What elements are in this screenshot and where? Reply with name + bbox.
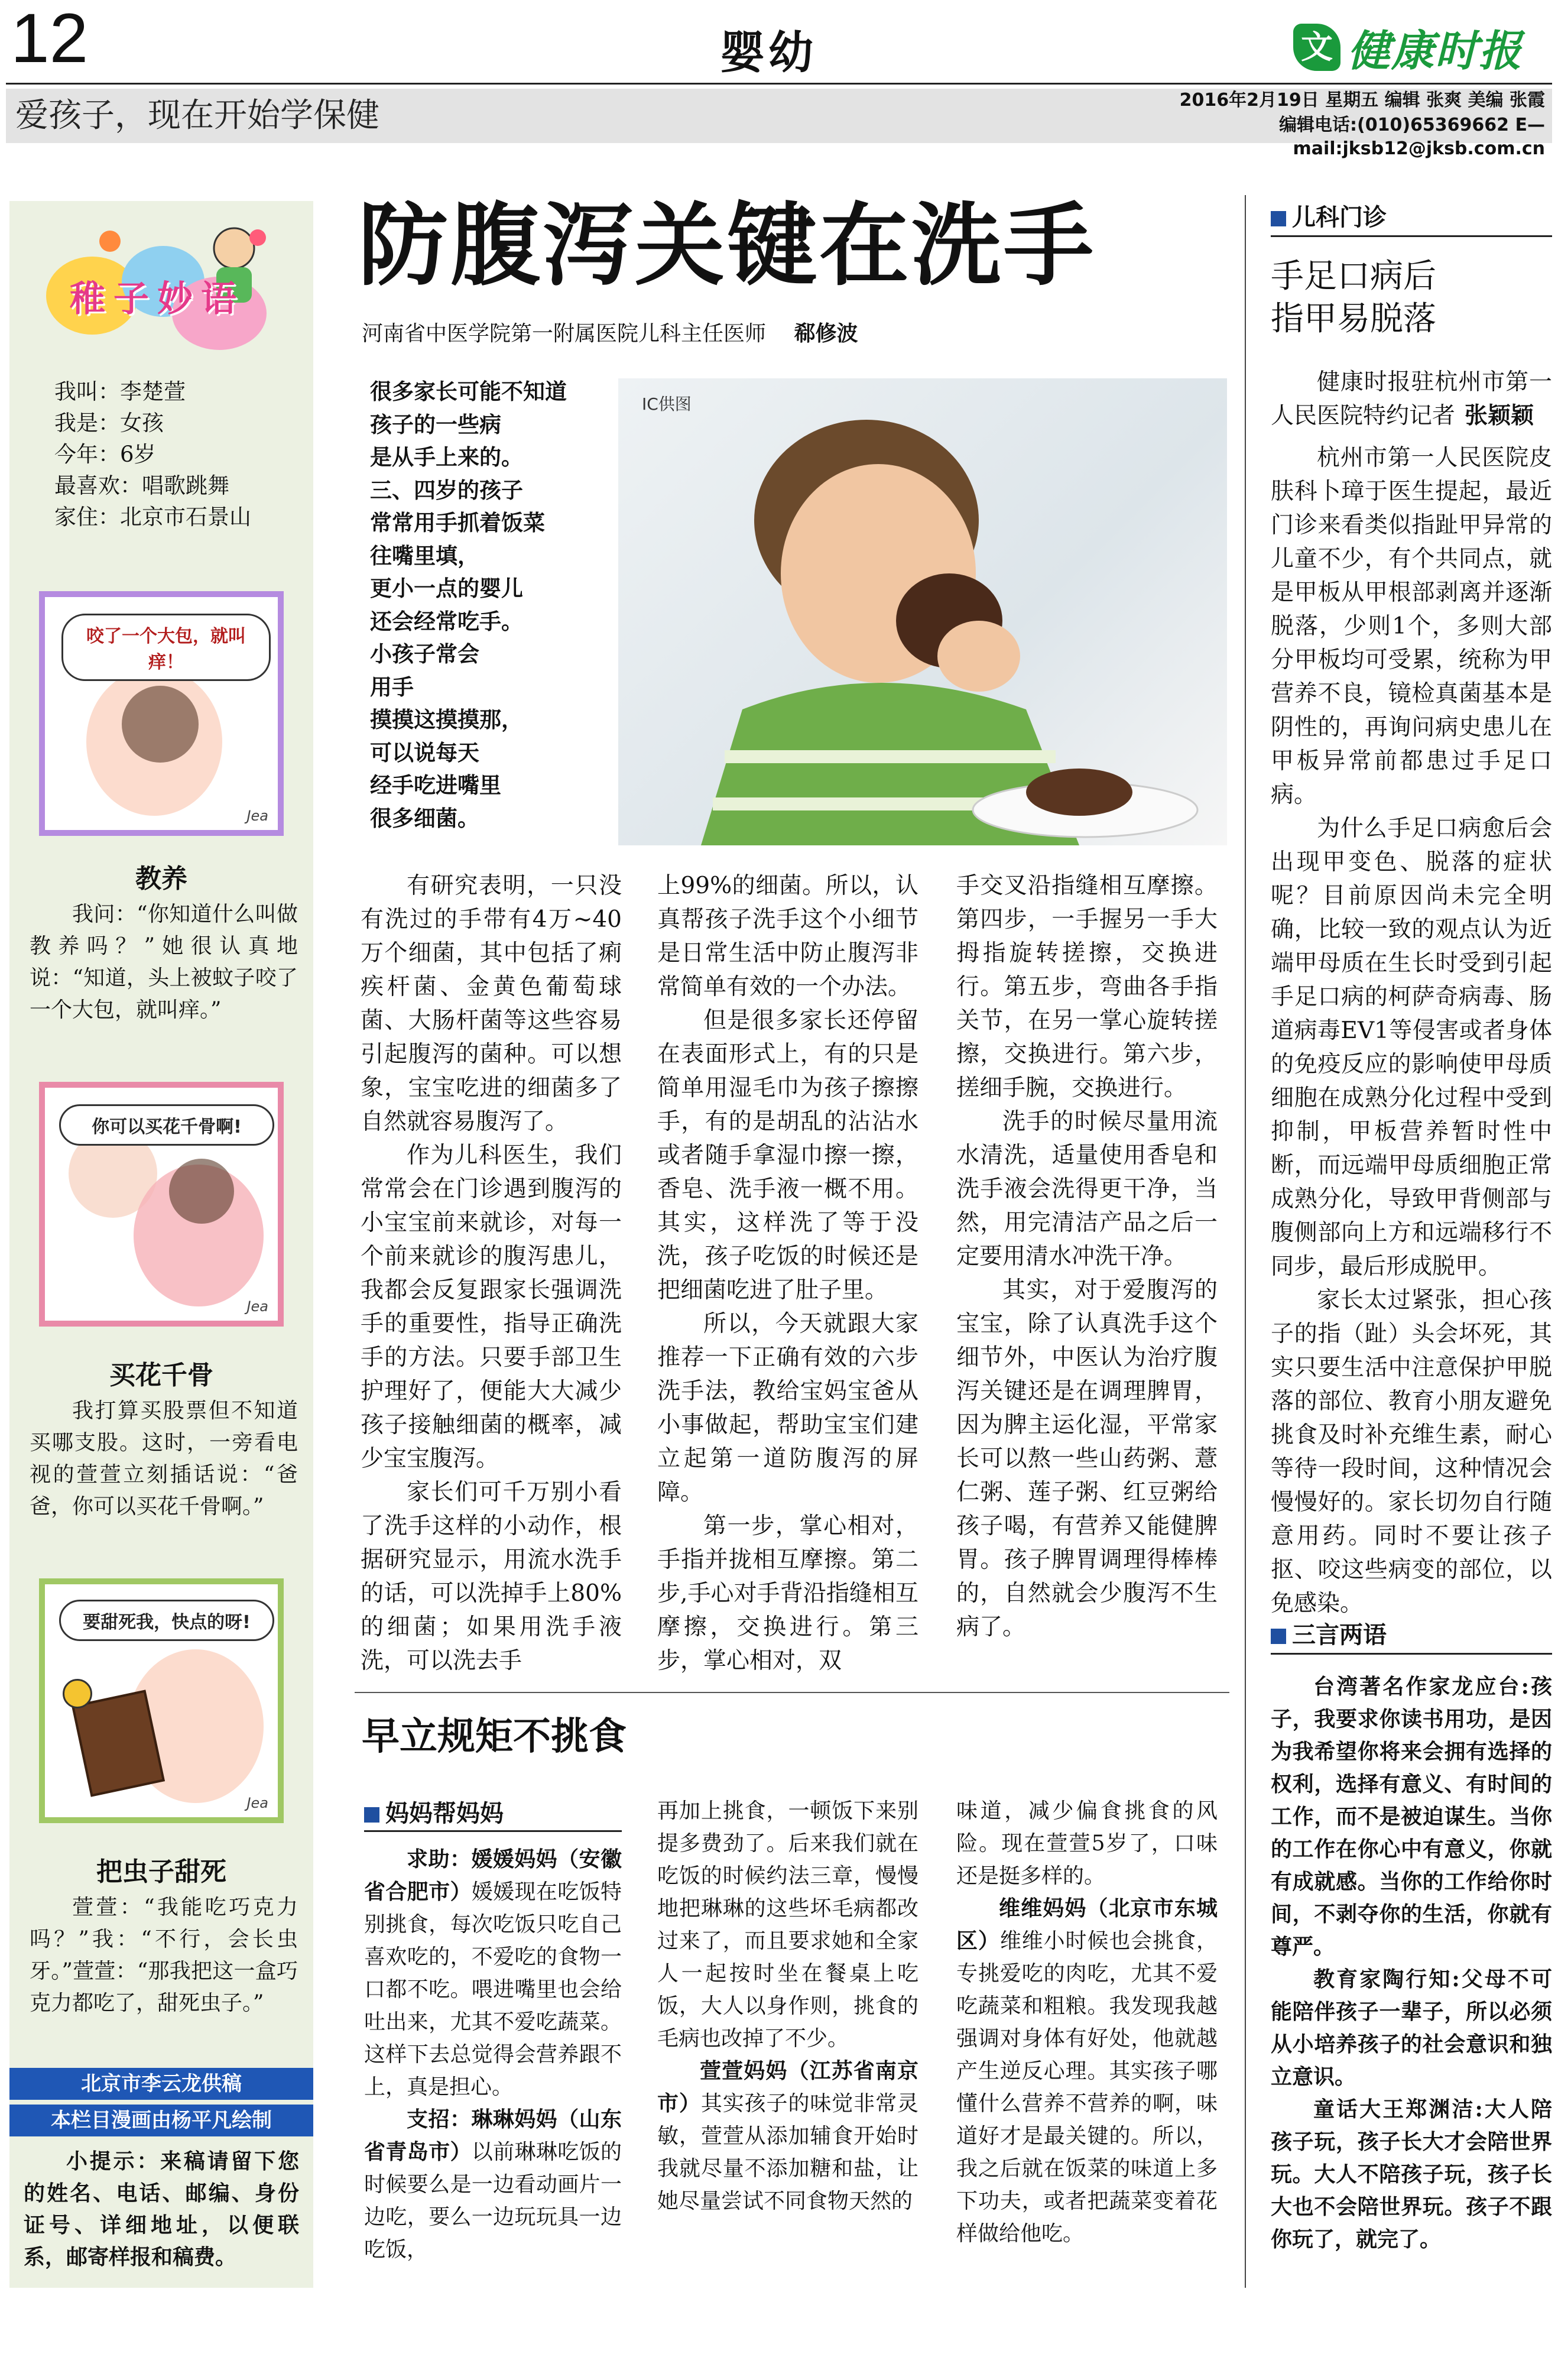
section-divider: [355, 1692, 1229, 1693]
photo-credit: IC供图: [642, 394, 692, 414]
speech-bubble-text: 咬了一个大包，就叫痒！: [86, 626, 246, 673]
quote-item: [1271, 1963, 1552, 2093]
clinic-paragraph: 家长太过紧张，担心孩子的指（趾）头会坏死，其实只要生活中注意保护甲脱落的部位、教育小朋友避免挑食及时补充维生素，耐心等待一段时间，这种情况会慢慢好的。家长切勿自行随意用药。同时不要让孩子抠、咬这些病变的部位，以免感染。: [1271, 1287, 1552, 1617]
picky-lead: 支招：琳琳妈妈（山东省青岛市）: [364, 2107, 622, 2164]
article-headline: 防腹泻关键在洗手: [358, 192, 1096, 298]
section-marker-icon: [364, 1807, 379, 1823]
cartoon-figure: [169, 1159, 234, 1224]
quote-item: [1271, 1671, 1552, 1963]
cartoon-caption: 我打算买股票但不知道买哪支股。这时，一旁看电视的萱萱立刻插话说：“爸爸，你可以买花千骨啊。”: [30, 1399, 298, 1519]
article-paragraph: 所以，今天就跟大家推荐一下正确有效的六步洗手法，教给宝妈宝爸从小事做起，帮助宝宝们建立起第一道防腹泻的屏障。: [657, 1311, 918, 1506]
picky-column: [956, 1795, 1218, 2250]
profile-line: 我叫：李楚萱: [54, 379, 186, 404]
profile-line: 我是：女孩: [54, 410, 164, 436]
clinic-label-text: 儿科门诊: [1292, 204, 1387, 231]
cartoon-caption: 萱萱：“我能吃巧克力吗？”我：“不行，会长虫牙。”萱萱：“那我把这一盒巧克力都吃了，甜死虫子。”: [30, 1895, 298, 2015]
picky-text: 再加上挑食，一顿饭下来别提多费劲了。后来我们就在吃饭的时候约法三章，慢慢地把琳琳的这些坏毛病都改过来了，而且要求她和全家人一起按时坐在餐桌上吃饭，大人以身作则，挑食的毛病也改掉了不少。: [657, 1799, 918, 2051]
byline-org: 河南省中医学院第一附属医院儿科主任医师: [362, 322, 767, 346]
article-paragraph: 家长们可千万别小看了洗手这样的小动作，根据研究显示，用流水洗手的话，可以洗掉手上80%的细菌；如果用洗手液洗，可以洗去手: [361, 1479, 622, 1674]
picky-lead: 求助：媛媛妈妈（安徽省合肥市）: [364, 1847, 622, 1904]
lead-line: 经手吃进嘴里: [370, 772, 501, 798]
right-column-divider: [1245, 195, 1246, 2288]
article-paragraph: 其实，对于爱腹泻的宝宝，除了认真洗手这个细节外，中医认为治疗腹泻关键还是在调理脾胃，因为脾主运化湿，平常家长可以熬一些山药粥、薏仁粥、莲子粥、红豆粥给孩子喝，有营养又能健脾胃。孩子脾胃调理得棒棒的，自然就会少腹泻不生病了。: [956, 1277, 1218, 1640]
picky-lead: 维维妈妈（北京市东城区）: [956, 1896, 1218, 1953]
byline-author: 郗修波: [794, 322, 858, 346]
cartoon-title: 买花千骨: [109, 1360, 213, 1390]
lead-line: 很多家长可能不知道: [370, 378, 567, 404]
clinic-author: 张颖颖: [1465, 402, 1534, 429]
credit-bar: 北京市李云龙供稿: [9, 2068, 313, 2100]
article-paragraph: 有研究表明，一只没有洗过的手带有4万~40万个细菌，其中包括了痢疾杆菌、金黄色葡萄球菌、大肠杆菌等这些容易引起腹泻的菌种。可以想象，宝宝吃进的细菌多了自然就容易腹泻了。: [361, 873, 622, 1135]
lead-line: 可以说每天: [370, 739, 479, 766]
quote-text: 大人陪孩子玩，孩子长大才会陪世界玩。大人不陪孩子玩，孩子长大也不会陪世界玩。孩子不跟你玩了，就完了。: [1271, 2097, 1552, 2252]
article-paragraph: 第一步，掌心相对，手指并拢相互摩擦。第二步,手心对手背沿指缝相互摩擦，交换进行。第三步，掌心相对，双: [657, 1513, 918, 1674]
worm-icon: [63, 1679, 92, 1708]
cartoon-signature: Jea: [246, 1795, 268, 1811]
clinic-body: [1271, 365, 1552, 1620]
article-paragraph: 上99%的细菌。所以，认真帮孩子洗手这个小细节是日常生活中防止腹泻非常简单有效的一个办法。: [657, 873, 918, 1000]
cartoon-signature: Jea: [246, 808, 268, 824]
quotes-label: [1271, 1616, 1387, 1650]
clinic-byline-text: 健康时报驻杭州市第一人民医院特约记者: [1271, 369, 1552, 429]
quote-text: 父母不可能陪伴孩子一辈子，所以必须从小培养孩子的社会意识和独立意识。: [1271, 1967, 1552, 2089]
picky-column: [364, 1843, 622, 2266]
profile-line: 今年：6岁: [54, 442, 156, 467]
picky-text: 媛媛现在吃饭特别挑食，每次吃饭只吃自己喜欢吃的，不爱吃的食物一口都不吃。喂进嘴里也会给吐出来，尤其不爱吃蔬菜。这样下去总觉得会营养跟不上，真是担心。: [364, 1880, 622, 2099]
picky-paragraph: [956, 1892, 1218, 2250]
picky-label-rule: [364, 1830, 622, 1832]
lead-line: 是从手上来的。: [370, 444, 523, 470]
lead-line: 常常用手抓着饭菜: [370, 510, 545, 536]
picky-headline: 早立规矩不挑食: [362, 1714, 627, 1759]
lead-line: 摸摸这摸摸那，: [370, 706, 523, 732]
masthead-logo: [1293, 18, 1523, 77]
picky-label-text: 妈妈帮妈妈: [385, 1800, 504, 1827]
header-rule: [6, 83, 1552, 85]
picky-text: 味道，减少偏食挑食的风险。现在萱萱5岁了，口味还是挺多样的。: [956, 1799, 1218, 1888]
lead-line: 更小一点的婴儿: [370, 575, 523, 601]
profile-line: 家住：北京市石景山: [54, 504, 251, 530]
quote-text: 孩子，我要求你读书用功，是因为我希望你将来会拥有选择的权利，选择有意义、有时间的工作，而不是被迫谋生。当你的工作在你心中有意义，你就有成就感。当你的工作给你时间，不剥夺你的生活，你就有尊严。: [1271, 1674, 1552, 1959]
clinic-label: [1271, 199, 1387, 232]
quotes-label-rule: [1271, 1653, 1552, 1655]
picky-paragraph: [956, 1795, 1218, 1892]
quote-speaker: 教育家陶行知:: [1313, 1967, 1460, 1992]
quotes-body: [1271, 1671, 1552, 2256]
picky-text: 以前琳琳吃饭的时候要么是一边看动画片一边吃，要么一边玩玩具一边吃饭，: [364, 2140, 622, 2262]
lead-line: 小孩子常会: [370, 641, 479, 667]
article-column: [361, 869, 622, 1678]
article-photo: [618, 378, 1227, 845]
cartoon-figure: [122, 686, 199, 763]
picky-paragraph: [364, 2103, 622, 2266]
picky-paragraph: [364, 1843, 622, 2103]
article-paragraph: 洗手的时候尽量用流水清洗，适量使用香皂和洗手液会洗得更干净，当然，用完清洁产品之后一定要用清水冲洗干净。: [956, 1108, 1218, 1270]
logo-emblem-icon: 文: [1293, 24, 1340, 71]
profile-line: 最喜欢：唱歌跳舞: [54, 473, 229, 498]
boy-eating-cake-image: [618, 378, 1227, 845]
article-lead: [370, 375, 618, 835]
quote-speaker: 台湾著名作家龙应台:: [1313, 1674, 1529, 1699]
cartoon-title: 教养: [135, 864, 187, 894]
article-paragraph: 手交叉沿指缝相互摩擦。第四步，一手握另一手大拇指旋转搓擦，交换进行。第五步，弯曲各手指关节，在另一掌心旋转搓擦，交换进行。第六步，搓细手腕，交换进行。: [956, 873, 1218, 1101]
article-column: [657, 869, 918, 1678]
article-paragraph: 作为儿科医生，我们常常会在门诊遇到腹泻的小宝宝前来就诊，对每一个前来就诊的腹泻患儿，我都会反复跟家长强调洗手的重要性，指导正确洗手的方法。只要手部卫生护理好了，便能大大减少孩子接触细菌的概率，减少宝宝腹泻。: [361, 1142, 622, 1472]
speech-bubble: [61, 614, 271, 681]
picky-column: [657, 1795, 918, 2217]
cartoon-title: 把虫子甜死: [96, 1857, 226, 1887]
cartoon-panel: [39, 1578, 284, 1823]
cartoon-panel: [39, 591, 284, 836]
cartoon-panel: [39, 1082, 284, 1327]
picky-text: 维维小时候也会挑食，专挑爱吃的肉吃，尤其不爱吃蔬菜和粗粮。我发现我越强调对身体有好处，他就越产生逆反心理。其实孩子哪懂什么营养不营养的啊，味道好才是最关键的。所以，我之后就在饭菜的味道上多下功夫，或者把蔬菜变着花样做给他吃。: [956, 1929, 1218, 2246]
clinic-title-line: 指甲易脱落: [1271, 300, 1436, 338]
quote-item: [1271, 2093, 1552, 2256]
slogan: 爱孩子，现在开始学保健: [15, 96, 379, 135]
section-marker-icon: [1271, 211, 1286, 226]
picky-text: 其实孩子的味觉非常灵敏，萱萱从添加辅食开始时我就尽量不添加糖和盐，让她尽量尝试不同食物天然的: [657, 2092, 918, 2213]
picky-lead: 萱萱妈妈（江苏省南京市）: [657, 2058, 918, 2116]
column-title: 稚子妙语: [70, 278, 245, 320]
section-title: 婴幼: [720, 26, 817, 79]
clinic-title: [1271, 255, 1436, 341]
lead-line: 往嘴里填，: [370, 542, 479, 569]
speech-bubble-text: 要甜死我，快点的呀!: [83, 1612, 251, 1633]
sidebar: [9, 201, 313, 2288]
date-line: 2016年2月19日 星期五 编辑 张爽 美编 张霞: [1179, 90, 1545, 111]
article-column: [956, 869, 1218, 1644]
clinic-label-rule: [1271, 235, 1552, 237]
submission-tip: 小提示：来稿请留下您的姓名、电话、邮编、身份证号、详细地址，以便联系，邮寄样报和稿费。: [24, 2149, 299, 2269]
clinic-paragraph: 杭州市第一人民医院皮肤科卜璋于医生提起，最近门诊来看类似指趾甲异常的儿童不少，有个共同点，就是甲板从甲根部剥离并逐渐脱落，少则1个，多则大部分甲板均可受累，统称为甲营养不良，镜检真菌基本是阴性的，再询问病史患儿在甲板异常前都患过手足口病。: [1271, 445, 1552, 808]
picky-paragraph: [657, 1795, 918, 2055]
lead-line: 孩子的一些病: [370, 411, 501, 437]
contact-line: 编辑电话:(010)65369662 E—mail:jksb12@jksb.com.cn: [1279, 115, 1545, 159]
lead-line: 用手: [370, 673, 414, 700]
column-emblem: [39, 225, 287, 355]
page-number: 12: [11, 0, 89, 77]
speech-bubble: [59, 1600, 274, 1641]
clinic-byline: [1271, 365, 1552, 433]
profile-card: [54, 376, 303, 533]
quote-speaker: 童话大王郑渊洁:: [1313, 2097, 1483, 2122]
picky-label: [364, 1795, 504, 1828]
cartoon-caption: 我问：“你知道什么叫做教养吗？”她很认真地说：“知道，头上被蚊子咬了一个大包，就叫痒。”: [30, 902, 298, 1022]
quotes-label-text: 三言两语: [1292, 1622, 1387, 1649]
clinic-title-line: 手足口病后: [1271, 257, 1436, 296]
lead-line: 很多细菌。: [370, 805, 479, 831]
page-header: [0, 0, 1558, 159]
section-marker-icon: [1271, 1629, 1286, 1644]
credit-bar: 本栏目漫画由杨平凡绘制: [9, 2105, 313, 2136]
clinic-paragraph: 为什么手足口病愈后会出现甲变色、脱落的症状呢？目前原因尚未完全明确，比较一致的观点认为近端甲母质在生长时受到引起手足口病的柯萨奇病毒、肠道病毒EV1等侵害或者身体的免疫反应的影响使甲母质细胞在成熟分化过程中受到抑制，甲板营养暂时性中断，而远端甲母质细胞正常成熟分化，导致甲背侧部与腹侧部向上方和远端移行不同步，最后形成脱甲。: [1271, 815, 1552, 1280]
article-byline: [362, 319, 858, 349]
lead-line: 三、四岁的孩子: [370, 476, 523, 503]
picky-paragraph: [657, 2055, 918, 2217]
speech-bubble: [59, 1104, 274, 1146]
article-paragraph: 但是很多家长还停留在表面形式上，有的只是简单用湿毛巾为孩子擦擦手，有的是胡乱的沾沾水或者随手拿湿巾擦一擦，香皂、洗手液一概不用。其实，这样洗了等于没洗，孩子吃饭的时候还是把细菌吃进了肚子里。: [657, 1007, 918, 1304]
logo-text: 健康时报: [1348, 26, 1523, 76]
lead-line: 还会经常吃手。: [370, 608, 523, 634]
speech-bubble-text: 你可以买花千骨啊!: [92, 1117, 242, 1137]
cartoon-signature: Jea: [246, 1298, 268, 1315]
